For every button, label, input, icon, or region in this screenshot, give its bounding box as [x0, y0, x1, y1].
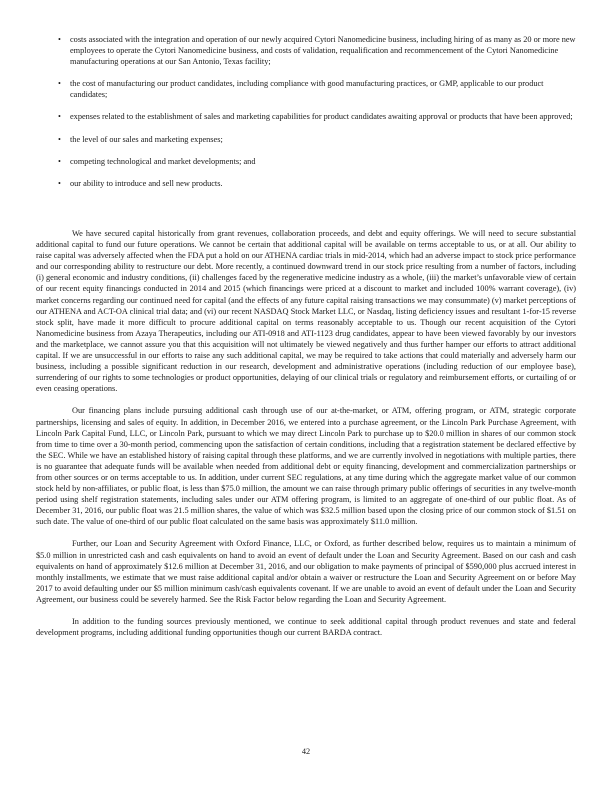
- bullet-icon: •: [58, 134, 61, 144]
- bullet-text: our ability to introduce and sell new products.: [70, 178, 223, 188]
- bullet-icon: •: [58, 156, 61, 166]
- paragraph-financing-plans: Our financing plans include pursuing additional cash through use of our at-the-market, or ATM, offering program, or ATM, strategic corporate partnerships, licensing and sales of equity. In addition, in December 2016, we entered into a purchase agreement, or the Lincoln Park Purchase Agreement, with Lincoln Park Capital Fund, LLC, or Lincoln Park, pursuant to which we may direct Lincoln Park to purchase up to $20.0 million in shares of our common stock from time to time over a 30-month period, commencing upon the satisfaction of certain conditions, including that a registration statement be declared effective by the SEC. While we have an established history of raising capital through these platforms, and we are currently involved in negotiations with multiple parties, there is no guarantee that adequate funds will be available when needed from additional debt or equity financing, development and commercialization partnerships or from other sources or on terms acceptable to us. In addition, under current SEC regulations, at any time during which the aggregate market value of our common stock held by non-affiliates, or public float, is less than $75.0 million, the amount we can raise through primary public offerings of securities in any twelve-month period using shelf registration statements, including sales under our ATM offering program, is limited to an aggregate of one-third of our public float. As of December 31, 2016, our public float was 21.5 million shares, the value of which was $32.5 million based upon the closing price of our common stock of $1.51 on such date. The value of one-third of our public float calculated on the same basis was approximately $11.0 million.: [36, 406, 576, 527]
- paragraph-capital-history: We have secured capital historically from grant revenues, collaboration proceeds, and debt and equity offerings. We will need to secure substantial additional capital to fund our future operations. We cannot be certain that additional capital will be available on terms acceptable to us, or at all. Our ability to raise capital was adversely affected when the FDA put a hold on our ATHENA cardiac trials in mid-2014, which had an adverse impact to stock price performance and our corresponding ability to restructure our debt. More recently, a continued downward trend in our stock price resulting from a number of factors, including (i) general economic and industry conditions, (ii) challenges faced by the regenerative medicine industry as a whole, (iii) the market’s unfavorable view of certain of our recent equity financings conducted in 2014 and 2015 (which financings were priced at a discount to market and included 100% warrant coverage), (iv) market concerns regarding our continued need for capital (and the effects of any future capital raising transactions we may consummate) (v) market perceptions of our ATHENA and ACT-OA clinical trial data; and (vi) our recent NASDAQ Stock Market LLC, or Nasdaq, listing deficiency issues and resultant 1-for-15 reverse stock split, have made it more difficult to procure additional capital on terms reasonably acceptable to us. Though our recent acquisition of the Cytori Nanomedicine business from Azaya Therapeutics, including our ATI-0918 and ATI-1123 drug candidates, appear to have been viewed favorably by our investors and the marketplace, we cannot assure you that this acquisition will not ultimately be viewed negatively and thus further hamper our efforts to attract additional capital. If we are unsuccessful in our efforts to raise any such additional capital, we may be required to take actions that could materially and adversely harm our business, including a possible significant reduction in our research, development and administrative operations (including reduction of our employee base), surrendering of our rights to some technologies or product opportunities, delaying of our clinical trials or regulatory and reimbursement efforts, or curtailing of or even ceasing operations.: [36, 229, 576, 394]
- bullet-icon: •: [58, 35, 61, 44]
- bullet-item: [36, 111, 576, 122]
- bullet-item: [36, 78, 576, 100]
- bullet-item: [36, 156, 576, 167]
- page-number: 42: [301, 747, 311, 756]
- paragraph-funding-sources: In addition to the funding sources previously mentioned, we continue to seek additional capital through product revenues and state and federal development programs, including additional funding opportunities though our current BARDA contract.: [36, 617, 576, 638]
- bullet-item: [36, 134, 576, 145]
- bullet-icon: •: [58, 112, 61, 122]
- paragraph-loan-agreement: Further, our Loan and Security Agreement with Oxford Finance, LLC, or Oxford, as further described below, requires us to maintain a minimum of $5.0 million in unrestricted cash and cash equivalents on hand to avoid an event of default under the Loan and Security Agreement. Based on our cash and cash equivalents on hand of approximately $12.6 million at December 31, 2016, and our obligation to make payments of principal of $590,000 plus accrued interest in monthly installments, we estimate that we must raise additional capital and/or obtain a waiver or restructure the Loan and Security Agreement on or before May 2017 to avoid defaulting under our $5 million minimum cash/cash equivalents covenant. If we are unable to avoid an event of default under the Loan and Security Agreement, our business could be severely harmed. See the Risk Factor below regarding the Loan and Security Agreement.: [36, 539, 576, 604]
- bullet-item: [36, 34, 576, 67]
- body-text: [36, 228, 576, 649]
- bullet-text: costs associated with the integration and operation of our newly acquired Cytori Nanomedicine business, including hiring of as many as 20 or more new employees to operate the Cytori Nanomedicine business, and costs of validation, requalification and recommencement of the Cytori Nanomedicine manufacturing operations at our San Antonio, Texas facility;: [70, 35, 576, 67]
- bullet-text: competing technological and market developments; and: [70, 156, 256, 166]
- bullet-text: expenses related to the establishment of sales and marketing capabilities for product candidates awaiting approval or products that have been approved;: [70, 112, 573, 122]
- bullet-list: [36, 34, 576, 200]
- bullet-item: [36, 178, 576, 189]
- bullet-text: the level of our sales and marketing expenses;: [70, 134, 223, 144]
- bullet-text: the cost of manufacturing our product candidates, including compliance with good manufacturing practices, or GMP, applicable to our product candidates;: [70, 79, 544, 100]
- bullet-icon: •: [58, 79, 61, 89]
- bullet-icon: •: [58, 178, 61, 188]
